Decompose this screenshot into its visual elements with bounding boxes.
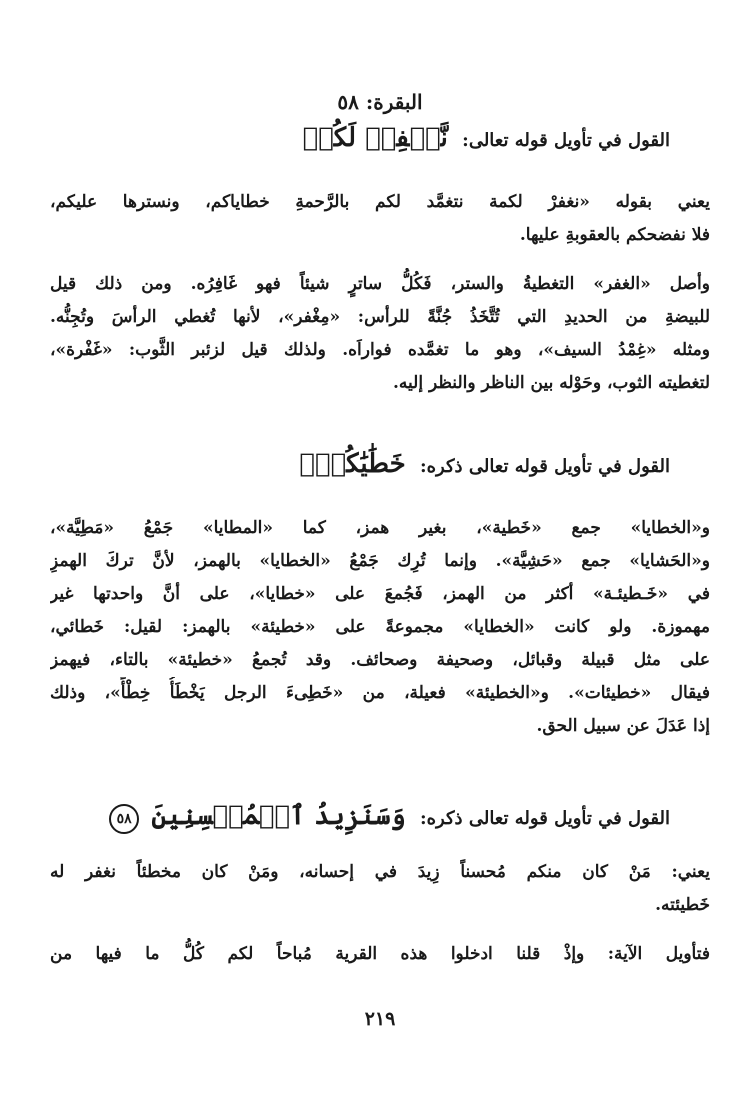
text-line: يعني بقوله «نغفرْ لكمة نتغمَّد لكم بالرَّحمةِ خطاياكم، ونسترها عليكم، [50,192,710,212]
text-line: خَطيئته. [655,895,710,915]
paragraph [50,512,710,743]
text-line: وأصل «الغفر» التغطيةُ والستر، فَكُلُّ ساترٍ شيئاً فهو غَافِرُه. ومن ذلك قيل [50,274,710,294]
text-line: و«الحَشايا» جمع «حَشِيَّة». وإنما تُرِك جَمْعُ «الخطايا» بالهمز، لأنَّ تركَ الهمزِ [50,551,710,571]
quran-phrase: نَّغۡفِرۡ لَكُمۡ [302,123,448,153]
page-number: ٢١٩ [364,1008,396,1030]
text-line: لتغطيته الثوب، وحَوْله بين الناظر والنظر إليه. [393,373,710,393]
text-line: يعني: مَنْ كان منكم مُحسناً زِيدَ في إحسانه، ومَنْ كان مخطئاً نغفر له [50,862,710,882]
heading-text: القول في تأويل قوله تعالى: [462,130,670,151]
section-heading [50,796,670,839]
text-line: فلا نفضحكم بالعقوبةِ عليها. [519,225,710,245]
quran-phrase: وَسَنَزِيدُ ٱلۡمُحۡسِنِينَ [151,801,406,831]
text-line: للبيضةِ من الحديدِ التي تُتَّخَذُ جُنَّةً للرأس: «مِغْفر»، لأنها تُغطي الرأسَ وتُجِنُّه. [50,307,710,327]
paragraph [50,186,710,252]
section-heading [50,118,670,161]
page [50,80,710,1070]
text-line: إذا عَدَلَ عن سبيل الحق. [536,716,710,736]
section-heading [50,444,670,487]
paragraph [50,268,710,400]
text-line: و«الخطايا» جمع «خَطية»، بغير همز، كما «المطايا» جَمْعُ «مَطِيَّة»، [50,518,710,538]
text-line: على مثل قبيلة وقبائل، وصحيفة وصحائف. وقد تُجمعُ «خطيئة» بالتاء، فيهمز [50,650,710,670]
heading-text: القول في تأويل قوله تعالى ذكره: [419,808,670,829]
text-line: في «خَـطيئـة» أكثر من الهمز، فَجُمعَ على «خطايا»، على أنَّ واحدتها غير [50,584,710,604]
paragraph [50,856,710,922]
text-line: فيقال «خطيئات». و«الخطيئة» فعيلة، من «خَطِىءَ الرجل يَخْطَأُ خِطْأً»، وذلك [50,683,710,703]
text-line: ومثله «غِمْدُ السيف»، وهو ما تغمَّده فواراَه. ولذلك قيل لزئبر الثَّوب: «غَفْرة»، [50,340,710,360]
heading-text: القول في تأويل قوله تعالى ذكره: [419,456,670,477]
quran-phrase: خَطَٰيَٰكُمۡۚ [299,449,406,479]
paragraph [50,938,710,971]
verse-number-badge: ٥٨ [109,804,139,834]
running-head: البقرة: ٥٨ [337,90,423,114]
text-line: مهموزة. ولو كانت «الخطايا» مجموعةً على «خطيئة» بالهمز: لقيل: خَطائي، [50,617,710,637]
text-line: فتأويل الآية: وإذْ قلنا ادخلوا هذه القرية مُباحاً لكم كُلُّ ما فيها من [50,944,710,964]
